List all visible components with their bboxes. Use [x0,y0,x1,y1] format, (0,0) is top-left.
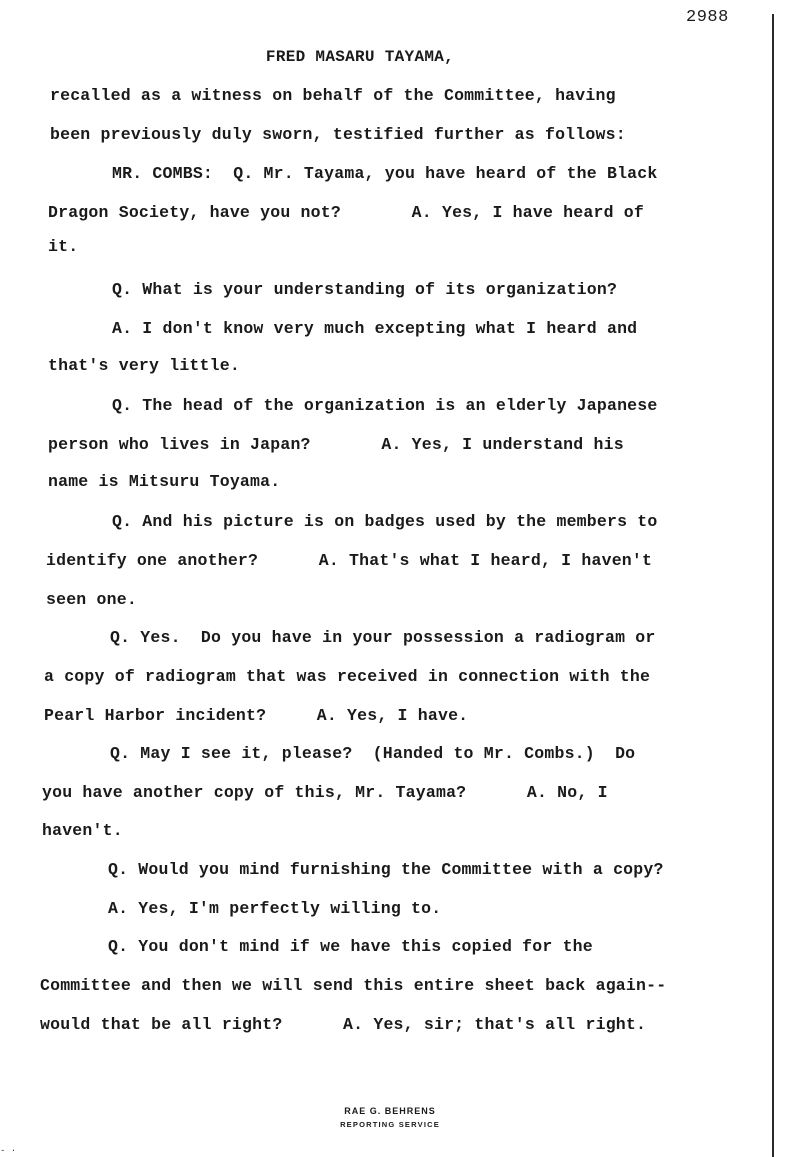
transcript-line: haven't. [42,821,123,840]
transcript-line: been previously duly sworn, testified further as follows: [50,125,626,144]
transcript-line: that's very little. [48,356,240,375]
transcript-line: Pearl Harbor incident? A. Yes, I have. [44,706,469,725]
transcript-line: Q. The head of the organization is an elderly Japanese [112,396,658,415]
transcript-line: Q. Would you mind furnishing the Committee with a copy? [108,860,664,879]
transcript-line: recalled as a witness on behalf of the Committee, having [50,86,616,105]
witness-heading: FRED MASARU TAYAMA, [265,48,455,66]
transcript-line: would that be all right? A. Yes, sir; that's all right. [40,1015,647,1034]
transcript-line: Q. You don't mind if we have this copied for the [108,937,593,956]
margin-rule [772,14,774,1157]
transcript-line: it. [48,237,79,256]
edge-mark: - · [0,1146,17,1156]
transcript-line: name is Mitsuru Toyama. [48,472,281,491]
transcript-line: Dragon Society, have you not? A. Yes, I have heard of [48,203,644,222]
transcript-line: MR. COMBS: Q. Mr. Tayama, you have heard of the Black [112,164,658,183]
reporting-service: REPORTING SERVICE [340,1120,440,1129]
transcript-line: identify one another? A. That's what I heard, I haven't [46,551,653,570]
transcript-line: you have another copy of this, Mr. Tayama? A. No, I [42,783,608,802]
transcript-line: Q. And his picture is on badges used by the members to [112,512,658,531]
page-number: 2988 [686,8,729,27]
transcript-line: seen one. [46,590,137,609]
transcript-line: Q. May I see it, please? (Handed to Mr. Combs.) Do [110,744,636,763]
transcript-line: A. I don't know very much excepting what I heard and [112,319,638,338]
transcript-line: a copy of radiogram that was received in connection with the [44,667,651,686]
transcript-line: A. Yes, I'm perfectly willing to. [108,899,442,918]
reporter-name: RAE G. BEHRENS [344,1106,436,1116]
transcript-line: person who lives in Japan? A. Yes, I understand his [48,435,624,454]
transcript-line: Committee and then we will send this entire sheet back again-- [40,976,667,995]
transcript-line: Q. What is your understanding of its organization? [112,280,618,299]
transcript-line: Q. Yes. Do you have in your possession a radiogram or [110,628,656,647]
